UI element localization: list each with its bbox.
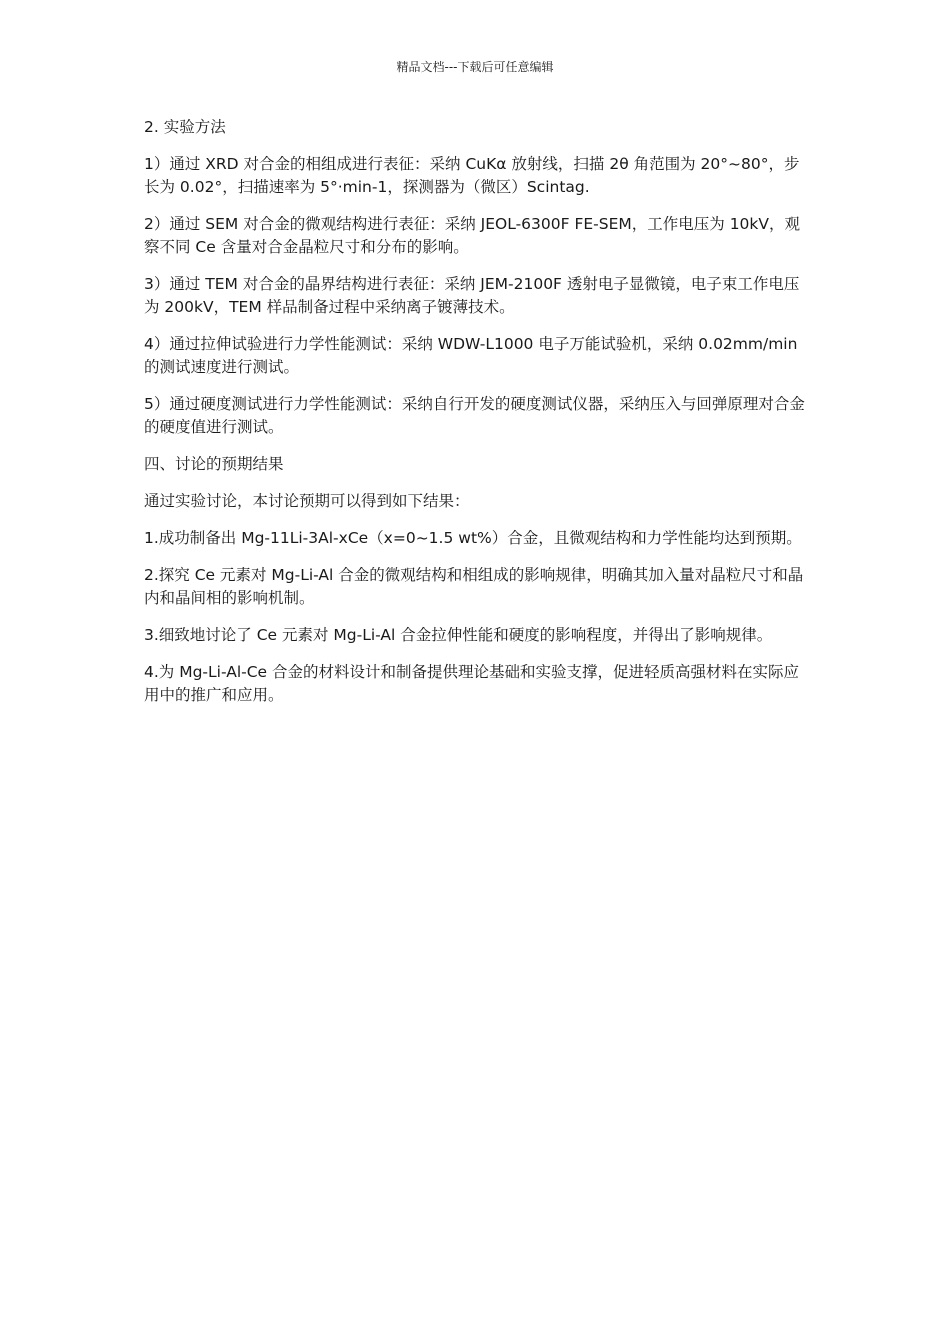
section-heading-results: 四、讨论的预期结果 (144, 455, 284, 473)
result-item-1: 1.成功制备出 Mg-11Li-3Al-xCe（x=0~1.5 wt%）合金，且微观结构和力学性能均达到预期。 (144, 529, 802, 547)
method-item-3: 3）通过 TEM 对合金的晶界结构进行表征：采纳 JEM-2100F 透射电子显微镜，电子束工作电压为 200kV，TEM 样品制备过程中采纳离子镀薄技术。 (144, 275, 800, 316)
section-heading-method: 2. 实验方法 (144, 118, 226, 136)
result-item-2: 2.探究 Ce 元素对 Mg-Li-Al 合金的微观结构和相组成的影响规律，明确其加入量对晶粒尺寸和晶内和晶间相的影响机制。 (144, 566, 804, 607)
document-body (144, 116, 808, 721)
page-header: 精品文档---下载后可任意编辑 (396, 60, 554, 74)
method-item-1: 1）通过 XRD 对合金的相组成进行表征：采纳 CuKα 放射线，扫描 2θ 角范围为 20°~80°，步长为 0.02°，扫描速率为 5°·min-1，探测器为（微区）Scintag. (144, 155, 800, 196)
method-item-5: 5）通过硬度测试进行力学性能测试：采纳自行开发的硬度测试仪器，采纳压入与回弹原理对合金的硬度值进行测试。 (144, 395, 805, 436)
method-item-2: 2）通过 SEM 对合金的微观结构进行表征：采纳 JEOL-6300F FE-SEM，工作电压为 10kV，观察不同 Ce 含量对合金晶粒尺寸和分布的影响。 (144, 215, 800, 256)
result-item-3: 3.细致地讨论了 Ce 元素对 Mg-Li-Al 合金拉伸性能和硬度的影响程度，并得出了影响规律。 (144, 626, 773, 644)
result-item-4: 4.为 Mg-Li-Al-Ce 合金的材料设计和制备提供理论基础和实验支撑，促进轻质高强材料在实际应用中的推广和应用。 (144, 663, 800, 704)
results-intro: 通过实验讨论，本讨论预期可以得到如下结果： (144, 492, 470, 510)
method-item-4: 4）通过拉伸试验进行力学性能测试：采纳 WDW-L1000 电子万能试验机，采纳 0.02mm/min 的测试速度进行测试。 (144, 335, 798, 376)
